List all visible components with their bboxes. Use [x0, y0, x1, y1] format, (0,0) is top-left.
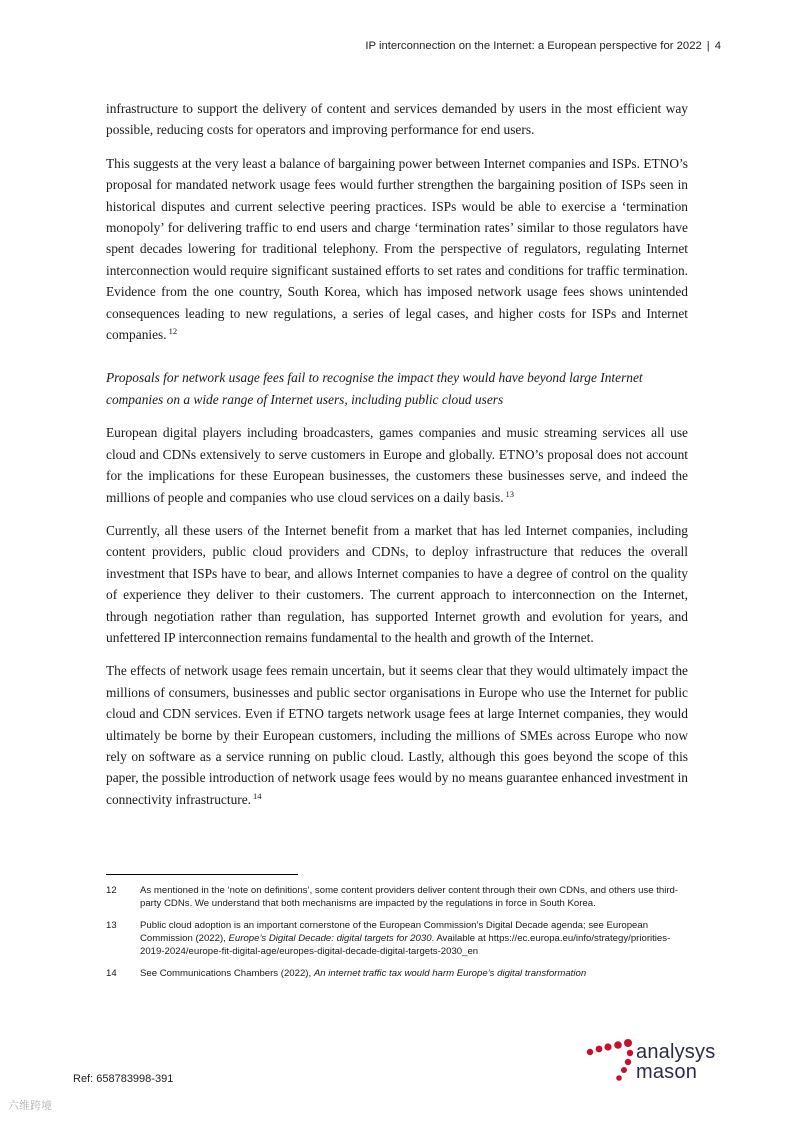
footnote-citation-title: Europe’s Digital Decade: digital targets for 2030: [228, 933, 432, 944]
footnote-13: [106, 919, 686, 958]
logo-word-mason: mason: [636, 1061, 698, 1083]
footnote-ref-14[interactable]: 14: [253, 790, 262, 801]
footnote-ref-12[interactable]: 12: [168, 326, 178, 337]
footnote-text: As mentioned in the ‘note on definitions’, some content providers deliver content through their own CDNs, and others use third-party CDNs. We understand that both mechanisms are impacted by the regulations in force in South Korea.: [140, 885, 679, 909]
paragraph-4-text: Currently, all these users of the Internet benefit from a market that has led Internet companies, including content providers, public cloud providers and CDNs, to deploy infrastructure that reduces the overall investment that ISPs have to bear, and allows Internet companies to have a degree of control on the quality of experience they deliver to their customers. The current approach to interconnection on the Internet, through negotiation rather than regulation, has supported Internet growth and evolution for years, and unfettered IP interconnection remains fundamental to the health and growth of the Internet.: [106, 522, 688, 645]
watermark: [8, 1097, 52, 1113]
page-number: 4: [714, 40, 721, 52]
paragraph-1-text: infrastructure to support the delivery of content and services demanded by users in the most efficient way possible, reducing costs for operators and improving performance for end users.: [106, 101, 688, 138]
section-heading-text: Proposals for network usage fees fail to recognise the impact they would have beyond large Internet companies on a wide range of Internet users, including public cloud users: [106, 370, 643, 407]
section-heading: [106, 367, 688, 410]
footnote-citation-title: An internet traffic tax would harm Europe’s digital transformation: [313, 968, 587, 979]
analysys-mason-logo: [584, 1036, 734, 1088]
paragraph-3-text: European digital players including broadcasters, games companies and music streaming services all use cloud and CDNs extensively to serve customers in Europe and globally. ETNO’s proposal does not account for the implications for these European businesses, the customers these businesses serve, and indeed the millions of people and companies who use cloud services on a daily basis.: [106, 425, 688, 505]
footnote-url-text[interactable]: . Available at https://ec.europa.eu/info/strategy/priorities-2019-2024/europe-fit-digital-age/europes-digital-decade-digital-targets-2030_en: [140, 933, 671, 957]
header-separator: |: [706, 40, 710, 52]
paragraph-2-text: This suggests at the very least a balance of bargaining power between Internet companies and ISPs. ETNO’s proposal for mandated network usage fees would further strengthen the bargaining position of ISPs seen in historical disputes and current selective peering practices. ISPs would be able to exercise a ‘termination monopoly’ for delivering traffic to end users and charge ‘termination rates’ similar to those regulators have spent decades lowering for traditional telephony. From the perspective of regulators, regulating Internet interconnection would require significant sustained efforts to set rates and conditions for traffic termination. Evidence from the one country, South Korea, which has imposed network usage fees shows unintended consequences leading to new regulations, a series of legal cases, and higher costs for ISPs and Internet companies.: [106, 155, 688, 343]
footnote-ref-13[interactable]: 13: [505, 488, 515, 499]
footnote-12: [106, 884, 686, 910]
paragraph-5: [106, 660, 688, 810]
logo-dots-icon: [584, 1036, 640, 1088]
footnote-text: [140, 967, 686, 980]
header-title: IP interconnection on the Internet: a European perspective for 2022: [365, 40, 702, 52]
footnote-text: [140, 919, 686, 958]
footnote-number: 12: [106, 885, 117, 896]
paragraph-3: [106, 422, 688, 508]
footnote-number: 13: [106, 920, 117, 931]
paragraph-1: [106, 98, 688, 141]
body-text: [106, 98, 688, 822]
reference-number: Ref: 658783998-391: [73, 1073, 174, 1085]
running-header: [365, 40, 721, 52]
watermark-text: 六维跨境: [8, 1099, 52, 1112]
footnote-divider: [106, 874, 298, 875]
footnote-number: 14: [106, 968, 117, 979]
footnotes: [106, 884, 686, 989]
logo-wordmark: [636, 1042, 715, 1082]
footnote-14: [106, 967, 686, 980]
paragraph-5-text: The effects of network usage fees remain uncertain, but it seems clear that they would ultimately impact the millions of consumers, businesses and public sector organisations in Europe who use the Internet for public cloud and CDN services. Even if ETNO targets network usage fees at large Internet companies, they would ultimately be borne by their European customers, including the millions of SMEs across Europe who now rely on software as a service running on public cloud. Lastly, although this goes beyond the scope of this paper, the possible introduction of network usage fees would by no means guarantee enhanced investment in connectivity infrastructure.: [106, 663, 688, 807]
footnote-text-pre: Public cloud adoption is an important cornerstone of the European Commission’s Digital Decade agenda; see European Commission (2022),: [140, 920, 649, 944]
paragraph-4: [106, 520, 688, 648]
logo-word-analysys: analysys: [636, 1041, 716, 1063]
paragraph-2: [106, 153, 688, 346]
footnote-text-pre: See Communications Chambers (2022),: [140, 968, 314, 979]
